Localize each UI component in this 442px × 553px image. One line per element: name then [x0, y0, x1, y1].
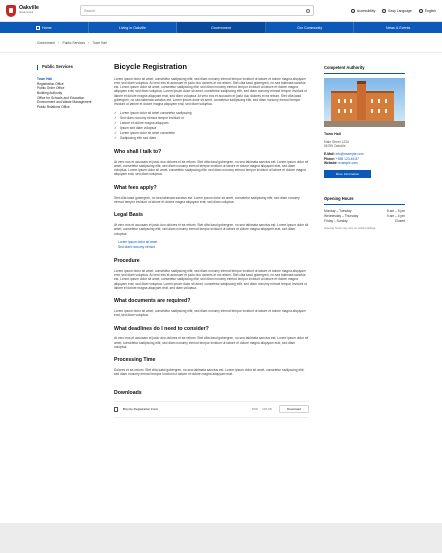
legal-basis-paragraph: At vero eos et accusam et justo duo dolores et ea rebum. Stet clita kasd gubergren, no sea takimata sanctus est. Lorem ipsum dolor sit amet, consetetur sadipscing elitr, sed diam nonumy eirmod tempor invidunt ut labore et dolore magna aliquyam erat, sed diam voluptua.	[114, 223, 309, 236]
page-title: Bicycle Registration	[114, 62, 188, 71]
check-icon: ✓	[114, 130, 117, 135]
accessibility-button[interactable]: Accessibility	[351, 9, 375, 13]
chevron-right-icon: ›	[88, 40, 90, 45]
sidebar-title: Public Services	[37, 65, 101, 70]
more-information-button[interactable]: More Information	[324, 170, 371, 178]
logo-subtitle: Government	[19, 11, 34, 15]
documents-paragraph: Lorem ipsum dolor sit amet, consetetur sadipscing elitr, sed diam nonumy eirmod tempor invidunt ut labore et dolore magna aliquyam erat, sed diam voluptua.	[114, 309, 306, 318]
processing-heading: Processing Time	[114, 357, 156, 364]
documents-heading: What documents are required?	[114, 298, 191, 305]
download-file-type: PDF	[252, 407, 259, 412]
authority-website-link[interactable]: example.com	[338, 161, 358, 166]
breadcrumb	[0, 33, 442, 53]
who-paragraph: At vero eos et accusam et justo duo dolores et ea rebum. Stet clita kasd gubergren, no sea takimata sanctus est. Lorem ipsum dolor sit amet, consetetur sadipscing elitr, sed diam nonumy eirmod tempor invidunt ut labore et dolore magna aliquyam erat, sed diam voluptua. Lorem ipsum dolor sit amet, consetetur sadipscing elitr, sed diam nonumy eirmod tempor invidunt ut labore et dolore magna aliquyam erat, sed diam voluptua.	[114, 159, 309, 177]
page-content	[0, 33, 442, 523]
breadcrumb-town-hall[interactable]: Town Hall	[92, 40, 107, 45]
authority-location: Town Hall	[324, 132, 341, 136]
checklist-item: ✓ Lorem ipsum dolor sit amet consetetur sadipscing	[114, 110, 192, 115]
check-icon: ✓	[114, 115, 117, 120]
nav-item-home[interactable]: Home	[0, 22, 89, 33]
downloads-heading: Downloads	[114, 389, 142, 396]
opening-hours-row: Wednesday – Thursday 9 am – 4 pm	[324, 214, 405, 219]
sidebar-item-environment-waste[interactable]: Environment and Waste Management	[37, 100, 92, 105]
check-icon: ✓	[114, 135, 117, 140]
nav-item-living[interactable]: Living in Oakville	[89, 22, 178, 33]
authority-phone-link[interactable]: +555 123-45-67	[335, 156, 359, 161]
header-tools	[351, 9, 436, 13]
authority-contact: E-Mail: info@example.com Phone: +555 123-45-67 Website: example.com	[324, 152, 364, 166]
easy-language-button[interactable]: Easy Language	[382, 9, 412, 13]
download-row	[114, 401, 309, 418]
download-file-name[interactable]: Bicycle Registration Form	[123, 407, 159, 412]
procedure-paragraph: Lorem ipsum dolor sit amet, consetetur sadipscing elitr, sed diam nonumy eirmod tempor invidunt ut labore et dolore magna aliquyam erat, sed diam voluptua. At vero eos et accusam et justo duo dolores et ea rebum. Stet clita kasd gubergren, no sea takimata sanctus est. Lorem ipsum dolor sit amet, consetetur sadipscing elitr, sed diam nonumy eirmod tempor invidunt ut labore et dolore magna aliquyam erat, sed diam voluptua. Lorem ipsum dolor sit amet, consetetur sadipscing elitr, sed diam nonumy eirmod tempor invidunt ut labore et dolore magna aliquyam erat, sed diam voluptua.	[114, 268, 307, 290]
sidebar-item-public-relations[interactable]: Public Relations Office	[37, 104, 70, 109]
legal-links	[118, 240, 309, 250]
breadcrumb-government[interactable]: Government	[37, 40, 56, 45]
intro-paragraph: Lorem ipsum dolor sit amet, consetetur sadipscing elitr, sed diam nonumy eirmod tempor invidunt ut labore et dolore magna aliquyam erat, sed diam voluptua. At vero eos et accusam et justo duo dolores et ea rebum. Stet clita kasd gubergren, no sea takimata sanctus est. Lorem ipsum dolor sit amet, consetetur sadipscing elitr, sed diam nonumy eirmod tempor invidunt ut labore et dolore magna aliquyam erat, sed diam voluptua. Lorem ipsum dolor sit amet, consetetur sadipscing elitr, sed diam nonumy eirmod tempor invidunt ut labore et dolore magna aliquyam erat, sed diam voluptua. At vero eos et accusam et justo duo dolores et ea rebum. Stet clita kasd gubergren, no sea takimata sanctus est. Lorem ipsum dolor sit amet, consetetur sadipscing elitr, sed diam nonumy eirmod tempor invidunt ut labore et dolore magna aliquyam erat, sed diam voluptua.	[114, 76, 307, 107]
town-hall-photo	[324, 78, 405, 127]
sidebar-item-public-order-office[interactable]: Public Order Office	[37, 86, 65, 91]
legal-basis-heading: Legal Basis	[114, 212, 143, 219]
legal-link-2[interactable]: Sed diam nonumy eirmod	[118, 244, 156, 249]
nav-item-government[interactable]: Government	[177, 22, 266, 33]
legal-link-1[interactable]: Lorem ipsum dolor sit amet	[118, 239, 158, 244]
main-layout	[0, 53, 442, 418]
sidebar-item-registration-office[interactable]: Registration Office	[37, 81, 64, 86]
deadlines-paragraph: At vero eos et accusam et justo duo dolores et ea rebum. Stet clita kasd gubergren, no sea takimata sanctus est. Lorem ipsum dolor sit amet, consetetur sadipscing elitr, sed diam nonumy eirmod tempor invidunt ut labore et dolore magna aliquyam erat, sed diam voluptua.	[114, 336, 309, 350]
page-footer	[0, 523, 442, 553]
logo[interactable]	[6, 5, 72, 17]
authority-address: Main Street 1234 56789 Oakville	[324, 140, 349, 149]
checklist-item: ✓ Lorem ipsum dolor sit amet consetetur	[114, 130, 176, 135]
nav-item-news[interactable]: News & Events	[385, 25, 411, 30]
service-article	[114, 62, 309, 418]
search-placeholder: Search	[84, 8, 96, 13]
check-icon: ✓	[114, 110, 117, 115]
file-icon	[114, 407, 118, 412]
city-crest-icon	[6, 5, 16, 17]
download-file-size: 215 kB	[262, 407, 272, 412]
language-button[interactable]: English	[419, 9, 436, 13]
globe-icon	[419, 9, 423, 13]
processing-paragraph: Dolores et ea rebum. Stet clita kasd gubergren, no sea takimata sanctus est. Lorem ipsum dolor sit amet, consetetur sadipscing elitr, sed diam nonumy eirmod tempor invidunt ut labore et dolore magna aliquyam erat.	[114, 368, 305, 377]
fees-heading: What fees apply?	[114, 184, 157, 191]
deadlines-heading: What deadlines do I need to consider?	[114, 325, 209, 332]
opening-hours-row: Monday – Tuesday 8 am – 5 pm	[324, 209, 405, 214]
check-icon: ✓	[114, 125, 117, 130]
who-heading: Who shall I talk to?	[114, 148, 162, 155]
requirements-checklist	[114, 111, 309, 141]
accessibility-icon	[351, 9, 355, 13]
right-sidebar	[324, 65, 405, 418]
site-header	[0, 0, 442, 22]
checklist-item: ✓ Sed diam nonumy eirmod tempor invidunt ut	[114, 115, 184, 120]
sidebar-item-schools-education[interactable]: Office for Schools and Education	[37, 95, 85, 100]
checklist-item: ✓ Sadipscing elitr sed diam	[114, 135, 157, 140]
opening-hours-row: Friday – Sunday Closed	[324, 219, 405, 224]
check-icon: ✓	[114, 120, 117, 125]
checklist-item: ✓ Ipsum sed diam voluptua	[114, 125, 157, 130]
download-button[interactable]: Download	[279, 405, 309, 413]
easy-language-icon	[382, 9, 386, 13]
search-input[interactable]	[80, 5, 314, 16]
nav-item-community[interactable]: Our Community	[266, 22, 355, 33]
authority-email-link[interactable]: info@example.com	[335, 152, 364, 157]
competent-authority-title: Competent Authority	[324, 65, 405, 74]
breadcrumb-public-services[interactable]: Public Services	[62, 40, 86, 45]
checklist-item: ✓ Labore et dolore magna aliquyam	[114, 120, 169, 125]
home-icon	[36, 26, 40, 30]
opening-hours-note: Opening hours may vary on public holidays.	[324, 227, 377, 231]
section-sidebar	[37, 65, 101, 418]
opening-hours-title: Opening Hours	[324, 196, 405, 205]
main-navigation	[0, 22, 442, 33]
search-icon[interactable]	[306, 9, 310, 13]
sidebar-item-town-hall[interactable]: Town Hall	[37, 76, 53, 81]
fees-paragraph: Stet clita kasd gubergren, no sea takimata sanctus est. Lorem ipsum dolor sit amet, consetetur sadipscing elitr, sed diam nonumy eirmod tempor invidunt ut labore et dolore magna aliquyam erat, sed diam voluptua.	[114, 195, 300, 204]
logo-name: Oakville	[19, 5, 39, 12]
procedure-heading: Procedure	[114, 257, 140, 264]
sidebar-item-building-authority[interactable]: Building Authority	[37, 90, 63, 95]
chevron-right-icon: ›	[58, 40, 60, 45]
